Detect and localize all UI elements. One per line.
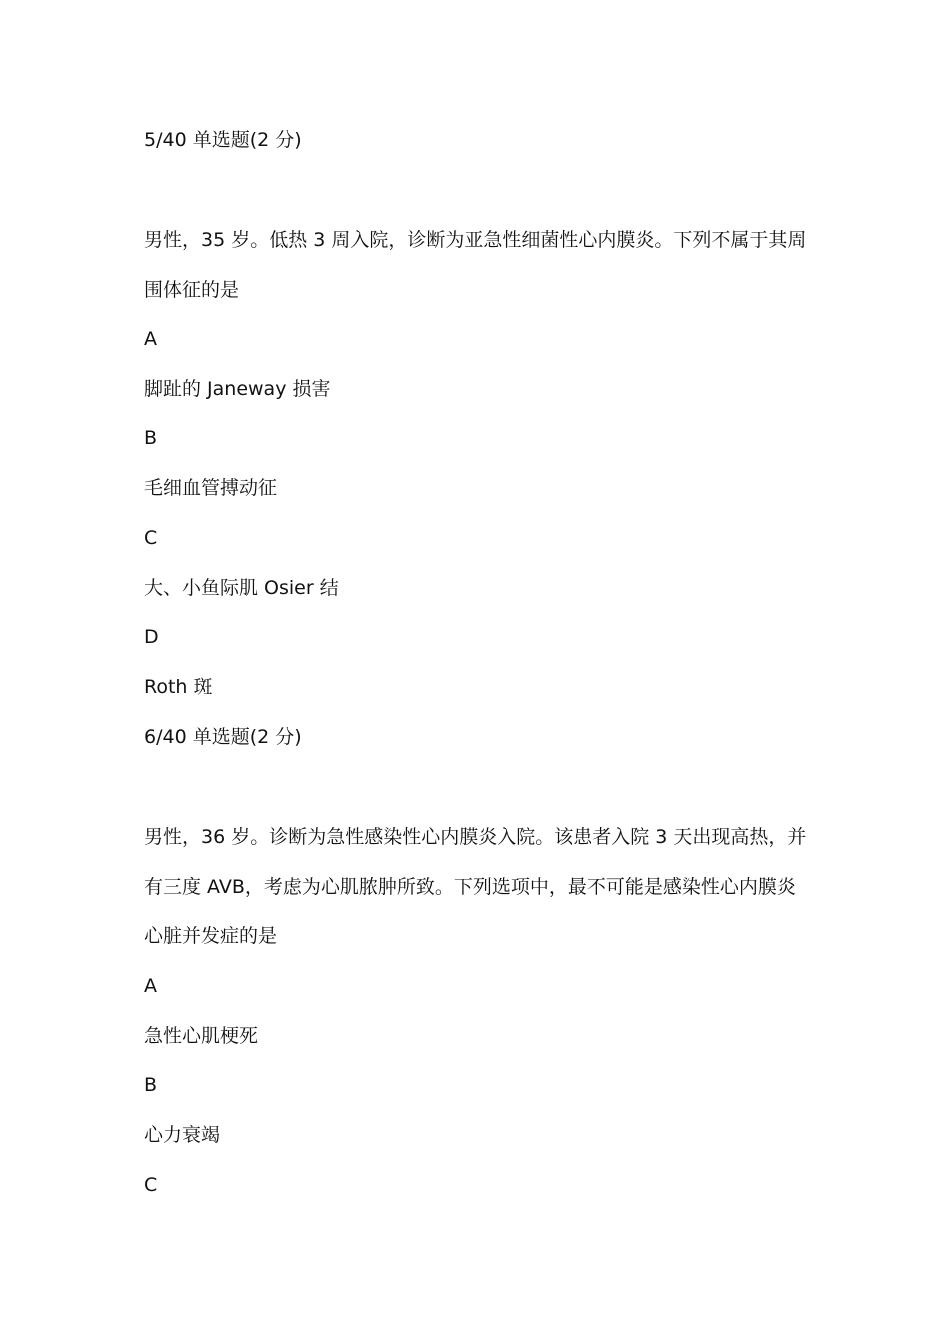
option-text-a: 脚趾的 Janeway 损害 (144, 378, 331, 400)
option-letter-c: C (144, 1174, 158, 1196)
question-header: 5/40 单选题(2 分) (144, 129, 302, 151)
option-text-a: 急性心肌梗死 (144, 1025, 259, 1047)
option-letter-c: C (144, 527, 158, 549)
option-letter-a: A (144, 975, 157, 997)
question-stem-line: 男性，36 岁。诊断为急性感染性心内膜炎入院。该患者入院 3 天出现高热，并 (144, 826, 807, 848)
option-text-d: Roth 斑 (144, 676, 213, 698)
option-letter-b: B (144, 1074, 158, 1096)
question-stem-line: 有三度 AVB，考虑为心肌脓肿所致。下列选项中，最不可能是感染性心内膜炎 (144, 876, 796, 898)
question-stem-line: 心脏并发症的是 (144, 925, 278, 947)
question-stem-line: 围体征的是 (144, 279, 240, 301)
option-letter-d: D (144, 626, 159, 648)
option-text-b: 心力衰竭 (144, 1124, 221, 1146)
option-letter-a: A (144, 328, 157, 350)
question-header: 6/40 单选题(2 分) (144, 726, 302, 748)
option-text-c: 大、小鱼际肌 Osier 结 (144, 577, 339, 599)
option-text-b: 毛细血管搏动征 (144, 477, 278, 499)
question-stem-line: 男性，35 岁。低热 3 周入院，诊断为亚急性细菌性心内膜炎。下列不属于其周 (144, 229, 807, 251)
option-letter-b: B (144, 427, 158, 449)
